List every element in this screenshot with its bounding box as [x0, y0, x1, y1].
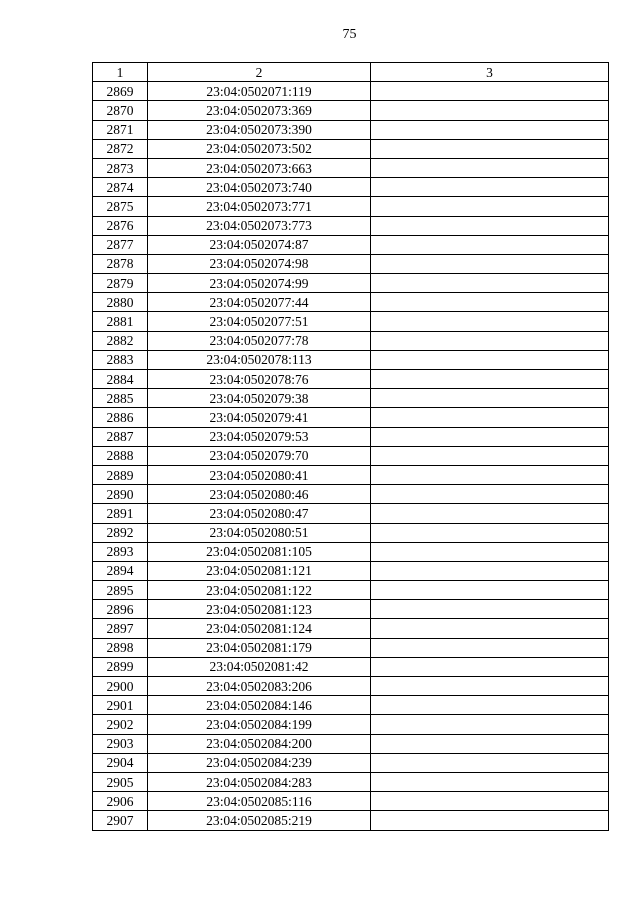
table-row [93, 542, 609, 561]
note-cell [371, 638, 609, 657]
note-cell [371, 82, 609, 101]
cadastral-number-cell: 23:04:0502080:46 [148, 485, 371, 504]
row-number-cell: 2873 [93, 158, 148, 177]
table-row [93, 139, 609, 158]
note-cell [371, 389, 609, 408]
row-number-cell: 2901 [93, 696, 148, 715]
row-number-cell: 2889 [93, 465, 148, 484]
cadastral-number-cell: 23:04:0502084:199 [148, 715, 371, 734]
note-cell [371, 581, 609, 600]
cadastral-number-cell: 23:04:0502083:206 [148, 677, 371, 696]
note-cell [371, 139, 609, 158]
cadastral-number-cell: 23:04:0502074:87 [148, 235, 371, 254]
cadastral-number-cell: 23:04:0502081:122 [148, 581, 371, 600]
row-number-cell: 2893 [93, 542, 148, 561]
table-row [93, 216, 609, 235]
cadastral-number-cell: 23:04:0502073:740 [148, 178, 371, 197]
cadastral-number-cell: 23:04:0502080:51 [148, 523, 371, 542]
note-cell [371, 734, 609, 753]
note-cell [371, 216, 609, 235]
table-row [93, 600, 609, 619]
row-number-cell: 2898 [93, 638, 148, 657]
table-row [93, 254, 609, 273]
column-header-3: 3 [371, 63, 609, 82]
row-number-cell: 2879 [93, 274, 148, 293]
cadastral-number-cell: 23:04:0502079:70 [148, 446, 371, 465]
cadastral-number-cell: 23:04:0502085:116 [148, 792, 371, 811]
table-row [93, 235, 609, 254]
row-number-cell: 2886 [93, 408, 148, 427]
row-number-cell: 2897 [93, 619, 148, 638]
note-cell [371, 370, 609, 389]
note-cell [371, 772, 609, 791]
row-number-cell: 2881 [93, 312, 148, 331]
cadastral-number-cell: 23:04:0502078:76 [148, 370, 371, 389]
table-row [93, 370, 609, 389]
row-number-cell: 2877 [93, 235, 148, 254]
table-row [93, 82, 609, 101]
table-row [93, 158, 609, 177]
cadastral-number-cell: 23:04:0502078:113 [148, 350, 371, 369]
cadastral-number-cell: 23:04:0502073:771 [148, 197, 371, 216]
note-cell [371, 312, 609, 331]
cadastral-number-cell: 23:04:0502081:179 [148, 638, 371, 657]
cadastral-number-cell: 23:04:0502073:773 [148, 216, 371, 235]
table-row [93, 715, 609, 734]
row-number-cell: 2878 [93, 254, 148, 273]
row-number-cell: 2895 [93, 581, 148, 600]
cadastral-number-cell: 23:04:0502084:200 [148, 734, 371, 753]
note-cell [371, 715, 609, 734]
cadastral-number-cell: 23:04:0502084:283 [148, 772, 371, 791]
table-row [93, 197, 609, 216]
row-number-cell: 2892 [93, 523, 148, 542]
row-number-cell: 2885 [93, 389, 148, 408]
cadastral-number-cell: 23:04:0502073:369 [148, 101, 371, 120]
note-cell [371, 657, 609, 676]
table-row [93, 446, 609, 465]
table-row [93, 561, 609, 580]
cadastral-number-cell: 23:04:0502077:44 [148, 293, 371, 312]
cadastral-number-cell: 23:04:0502073:663 [148, 158, 371, 177]
cadastral-number-cell: 23:04:0502085:219 [148, 811, 371, 830]
note-cell [371, 600, 609, 619]
table-row [93, 638, 609, 657]
row-number-cell: 2875 [93, 197, 148, 216]
table-row [93, 485, 609, 504]
table-row [93, 293, 609, 312]
table-row [93, 427, 609, 446]
table-row [93, 178, 609, 197]
note-cell [371, 197, 609, 216]
note-cell [371, 696, 609, 715]
cadastral-number-cell: 23:04:0502081:42 [148, 657, 371, 676]
cadastral-number-cell: 23:04:0502077:78 [148, 331, 371, 350]
cadastral-number-cell: 23:04:0502084:239 [148, 753, 371, 772]
cadastral-number-cell: 23:04:0502081:124 [148, 619, 371, 638]
note-cell [371, 561, 609, 580]
row-number-cell: 2890 [93, 485, 148, 504]
note-cell [371, 408, 609, 427]
row-number-cell: 2899 [93, 657, 148, 676]
note-cell [371, 158, 609, 177]
column-header-2: 2 [148, 63, 371, 82]
cadastral-number-cell: 23:04:0502073:390 [148, 120, 371, 139]
row-number-cell: 2905 [93, 772, 148, 791]
table-row [93, 504, 609, 523]
table-row [93, 677, 609, 696]
table-row [93, 120, 609, 139]
note-cell [371, 235, 609, 254]
table-row [93, 792, 609, 811]
note-cell [371, 542, 609, 561]
cadastral-number-cell: 23:04:0502079:41 [148, 408, 371, 427]
row-number-cell: 2906 [93, 792, 148, 811]
note-cell [371, 792, 609, 811]
table-row [93, 389, 609, 408]
note-cell [371, 465, 609, 484]
note-cell [371, 677, 609, 696]
cadastral-number-cell: 23:04:0502079:38 [148, 389, 371, 408]
cadastral-number-cell: 23:04:0502081:121 [148, 561, 371, 580]
row-number-cell: 2902 [93, 715, 148, 734]
cadastral-number-cell: 23:04:0502073:502 [148, 139, 371, 158]
row-number-cell: 2888 [93, 446, 148, 465]
note-cell [371, 523, 609, 542]
row-number-cell: 2894 [93, 561, 148, 580]
cadastral-number-cell: 23:04:0502079:53 [148, 427, 371, 446]
note-cell [371, 293, 609, 312]
registry-table [92, 62, 609, 831]
table-row [93, 657, 609, 676]
row-number-cell: 2876 [93, 216, 148, 235]
cadastral-number-cell: 23:04:0502084:146 [148, 696, 371, 715]
table-row [93, 811, 609, 830]
table-row [93, 101, 609, 120]
cadastral-number-cell: 23:04:0502071:119 [148, 82, 371, 101]
row-number-cell: 2872 [93, 139, 148, 158]
table-row [93, 331, 609, 350]
page-number: 75 [342, 27, 357, 42]
row-number-cell: 2907 [93, 811, 148, 830]
note-cell [371, 485, 609, 504]
table-body [93, 82, 609, 830]
row-number-cell: 2880 [93, 293, 148, 312]
row-number-cell: 2887 [93, 427, 148, 446]
cadastral-number-cell: 23:04:0502077:51 [148, 312, 371, 331]
note-cell [371, 120, 609, 139]
table-row [93, 619, 609, 638]
row-number-cell: 2874 [93, 178, 148, 197]
table-row [93, 696, 609, 715]
row-number-cell: 2869 [93, 82, 148, 101]
cadastral-number-cell: 23:04:0502081:123 [148, 600, 371, 619]
table-row [93, 772, 609, 791]
note-cell [371, 274, 609, 293]
note-cell [371, 619, 609, 638]
column-header-1: 1 [93, 63, 148, 82]
table-row [93, 734, 609, 753]
table-row [93, 274, 609, 293]
row-number-cell: 2900 [93, 677, 148, 696]
row-number-cell: 2891 [93, 504, 148, 523]
table-row [93, 350, 609, 369]
row-number-cell: 2896 [93, 600, 148, 619]
row-number-cell: 2882 [93, 331, 148, 350]
note-cell [371, 331, 609, 350]
cadastral-number-cell: 23:04:0502074:98 [148, 254, 371, 273]
table-row [93, 523, 609, 542]
row-number-cell: 2884 [93, 370, 148, 389]
table-header-row [93, 63, 609, 82]
cadastral-number-cell: 23:04:0502080:47 [148, 504, 371, 523]
row-number-cell: 2870 [93, 101, 148, 120]
row-number-cell: 2903 [93, 734, 148, 753]
note-cell [371, 811, 609, 830]
cadastral-number-cell: 23:04:0502074:99 [148, 274, 371, 293]
note-cell [371, 753, 609, 772]
note-cell [371, 101, 609, 120]
cadastral-number-cell: 23:04:0502081:105 [148, 542, 371, 561]
cadastral-number-cell: 23:04:0502080:41 [148, 465, 371, 484]
row-number-cell: 2883 [93, 350, 148, 369]
note-cell [371, 350, 609, 369]
table-row [93, 312, 609, 331]
table-row [93, 753, 609, 772]
note-cell [371, 178, 609, 197]
note-cell [371, 427, 609, 446]
note-cell [371, 254, 609, 273]
table-row [93, 408, 609, 427]
row-number-cell: 2871 [93, 120, 148, 139]
table-row [93, 465, 609, 484]
note-cell [371, 446, 609, 465]
note-cell [371, 504, 609, 523]
table-row [93, 581, 609, 600]
row-number-cell: 2904 [93, 753, 148, 772]
